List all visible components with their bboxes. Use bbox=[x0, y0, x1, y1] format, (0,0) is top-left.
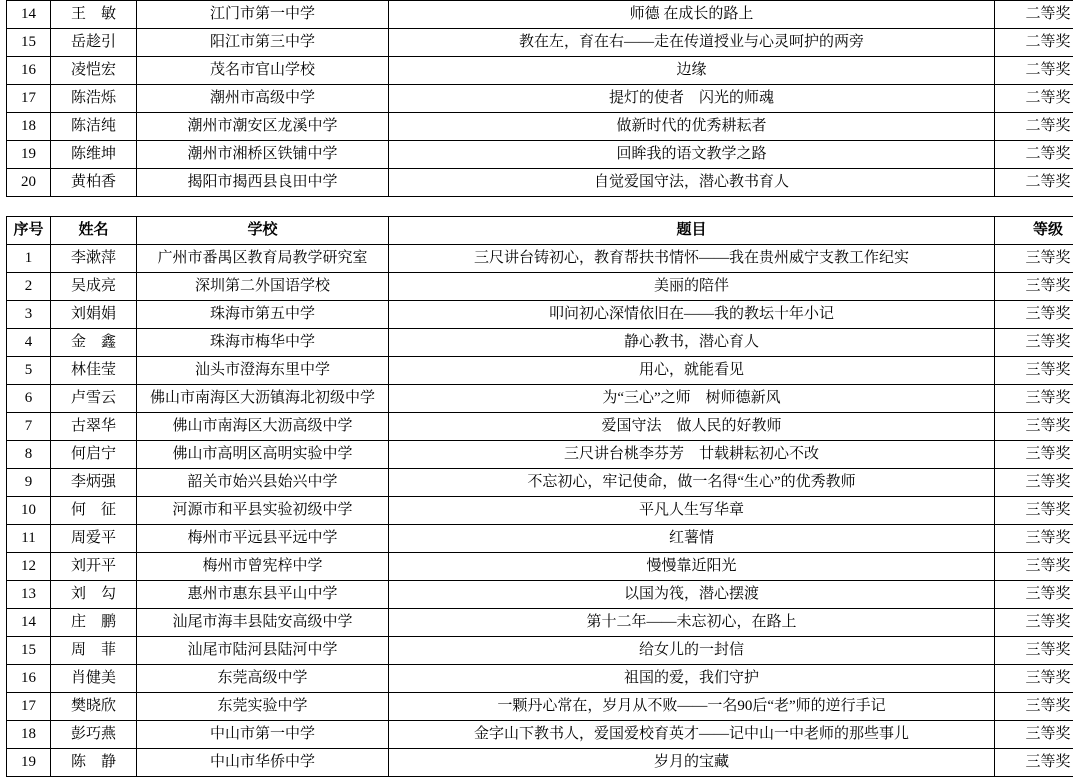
table-row bbox=[7, 169, 1073, 197]
cell-title: 金字山下教书人，爱国爱校育英才——记中山一中老师的那些事儿 bbox=[389, 721, 995, 749]
cell-level: 二等奖 bbox=[995, 29, 1073, 57]
cell-index: 17 bbox=[7, 85, 51, 113]
table-row bbox=[7, 301, 1073, 329]
cell-index: 14 bbox=[7, 609, 51, 637]
cell-name: 陈 静 bbox=[51, 749, 137, 777]
cell-level: 三等奖 bbox=[995, 665, 1073, 693]
cell-school: 梅州市平远县平远中学 bbox=[137, 525, 389, 553]
cell-school: 珠海市梅华中学 bbox=[137, 329, 389, 357]
cell-index: 6 bbox=[7, 385, 51, 413]
table-header-row bbox=[7, 217, 1073, 245]
cell-level: 二等奖 bbox=[995, 169, 1073, 197]
cell-name: 金 鑫 bbox=[51, 329, 137, 357]
cell-title: 教在左，育在右——走在传道授业与心灵呵护的两旁 bbox=[389, 29, 995, 57]
cell-name: 肖健美 bbox=[51, 665, 137, 693]
cell-name: 林佳莹 bbox=[51, 357, 137, 385]
table-row bbox=[7, 665, 1073, 693]
cell-school: 汕尾市海丰县陆安高级中学 bbox=[137, 609, 389, 637]
table-gap bbox=[6, 197, 1067, 216]
cell-name: 庄 鹏 bbox=[51, 609, 137, 637]
cell-index: 3 bbox=[7, 301, 51, 329]
cell-school: 东莞实验中学 bbox=[137, 693, 389, 721]
cell-title: 叩问初心深情依旧在——我的教坛十年小记 bbox=[389, 301, 995, 329]
cell-title: 三尺讲台铸初心，教育帮扶书情怀——我在贵州威宁支教工作纪实 bbox=[389, 245, 995, 273]
cell-level: 三等奖 bbox=[995, 497, 1073, 525]
cell-level: 三等奖 bbox=[995, 357, 1073, 385]
cell-title: 爱国守法 做人民的好教师 bbox=[389, 413, 995, 441]
cell-school: 梅州市曾宪梓中学 bbox=[137, 553, 389, 581]
cell-school: 揭阳市揭西县良田中学 bbox=[137, 169, 389, 197]
cell-index: 10 bbox=[7, 497, 51, 525]
table-row bbox=[7, 469, 1073, 497]
table-row bbox=[7, 637, 1073, 665]
cell-index: 19 bbox=[7, 749, 51, 777]
cell-school: 佛山市南海区大沥镇海北初级中学 bbox=[137, 385, 389, 413]
cell-name: 陈维坤 bbox=[51, 141, 137, 169]
table-row bbox=[7, 29, 1073, 57]
cell-title: 红薯情 bbox=[389, 525, 995, 553]
cell-school: 茂名市官山学校 bbox=[137, 57, 389, 85]
cell-level: 三等奖 bbox=[995, 553, 1073, 581]
cell-name: 陈浩烁 bbox=[51, 85, 137, 113]
cell-index: 14 bbox=[7, 1, 51, 29]
table-row bbox=[7, 581, 1073, 609]
table-row bbox=[7, 141, 1073, 169]
column-header-index: 序号 bbox=[7, 217, 51, 245]
cell-level: 二等奖 bbox=[995, 57, 1073, 85]
cell-name: 周爱平 bbox=[51, 525, 137, 553]
table-row bbox=[7, 497, 1073, 525]
table-body-second-prize bbox=[7, 1, 1073, 197]
cell-title: 一颗丹心常在，岁月从不败——一名90后“老”师的逆行手记 bbox=[389, 693, 995, 721]
cell-name: 卢雪云 bbox=[51, 385, 137, 413]
table-row bbox=[7, 329, 1073, 357]
cell-level: 三等奖 bbox=[995, 413, 1073, 441]
table-row bbox=[7, 357, 1073, 385]
table-row bbox=[7, 609, 1073, 637]
cell-name: 刘娟娟 bbox=[51, 301, 137, 329]
table-row bbox=[7, 749, 1073, 777]
cell-name: 王 敏 bbox=[51, 1, 137, 29]
cell-name: 陈洁纯 bbox=[51, 113, 137, 141]
column-header-name: 姓名 bbox=[51, 217, 137, 245]
cell-name: 李炳强 bbox=[51, 469, 137, 497]
cell-level: 三等奖 bbox=[995, 749, 1073, 777]
cell-level: 二等奖 bbox=[995, 1, 1073, 29]
cell-level: 三等奖 bbox=[995, 385, 1073, 413]
cell-index: 2 bbox=[7, 273, 51, 301]
cell-title: 慢慢靠近阳光 bbox=[389, 553, 995, 581]
cell-name: 刘 勾 bbox=[51, 581, 137, 609]
cell-index: 12 bbox=[7, 553, 51, 581]
cell-school: 佛山市高明区高明实验中学 bbox=[137, 441, 389, 469]
table-head-third-prize bbox=[7, 217, 1073, 245]
cell-index: 5 bbox=[7, 357, 51, 385]
cell-title: 师德 在成长的路上 bbox=[389, 1, 995, 29]
cell-school: 河源市和平县实验初级中学 bbox=[137, 497, 389, 525]
cell-level: 三等奖 bbox=[995, 693, 1073, 721]
cell-title: 美丽的陪伴 bbox=[389, 273, 995, 301]
cell-index: 18 bbox=[7, 721, 51, 749]
cell-name: 吴成亮 bbox=[51, 273, 137, 301]
cell-school: 韶关市始兴县始兴中学 bbox=[137, 469, 389, 497]
cell-index: 9 bbox=[7, 469, 51, 497]
cell-index: 4 bbox=[7, 329, 51, 357]
column-header-school: 学校 bbox=[137, 217, 389, 245]
cell-school: 广州市番禺区教育局教学研究室 bbox=[137, 245, 389, 273]
cell-level: 三等奖 bbox=[995, 721, 1073, 749]
cell-level: 二等奖 bbox=[995, 113, 1073, 141]
cell-name: 岳趁引 bbox=[51, 29, 137, 57]
cell-school: 潮州市湘桥区铁铺中学 bbox=[137, 141, 389, 169]
cell-title: 不忘初心，牢记使命，做一名得“生心”的优秀教师 bbox=[389, 469, 995, 497]
cell-school: 珠海市第五中学 bbox=[137, 301, 389, 329]
table-third-prize bbox=[6, 216, 1073, 777]
cell-title: 静心教书，潜心育人 bbox=[389, 329, 995, 357]
table-row bbox=[7, 85, 1073, 113]
cell-title: 给女儿的一封信 bbox=[389, 637, 995, 665]
cell-name: 刘开平 bbox=[51, 553, 137, 581]
cell-level: 三等奖 bbox=[995, 245, 1073, 273]
table-row bbox=[7, 385, 1073, 413]
cell-school: 潮州市潮安区龙溪中学 bbox=[137, 113, 389, 141]
cell-title: 回眸我的语文教学之路 bbox=[389, 141, 995, 169]
cell-title: 岁月的宝藏 bbox=[389, 749, 995, 777]
cell-name: 古翠华 bbox=[51, 413, 137, 441]
cell-level: 三等奖 bbox=[995, 329, 1073, 357]
cell-school: 阳江市第三中学 bbox=[137, 29, 389, 57]
table-row bbox=[7, 245, 1073, 273]
cell-name: 李漱萍 bbox=[51, 245, 137, 273]
table-row bbox=[7, 413, 1073, 441]
table-row bbox=[7, 441, 1073, 469]
table-row bbox=[7, 693, 1073, 721]
cell-title: 提灯的使者 闪光的师魂 bbox=[389, 85, 995, 113]
table-row bbox=[7, 273, 1073, 301]
cell-level: 三等奖 bbox=[995, 525, 1073, 553]
cell-index: 11 bbox=[7, 525, 51, 553]
cell-index: 17 bbox=[7, 693, 51, 721]
cell-school: 佛山市南海区大沥高级中学 bbox=[137, 413, 389, 441]
cell-level: 三等奖 bbox=[995, 581, 1073, 609]
cell-level: 三等奖 bbox=[995, 637, 1073, 665]
cell-index: 15 bbox=[7, 637, 51, 665]
cell-name: 何 征 bbox=[51, 497, 137, 525]
cell-name: 何启宁 bbox=[51, 441, 137, 469]
table-row bbox=[7, 1, 1073, 29]
cell-name: 彭巧燕 bbox=[51, 721, 137, 749]
cell-school: 中山市第一中学 bbox=[137, 721, 389, 749]
cell-title: 第十二年——未忘初心，在路上 bbox=[389, 609, 995, 637]
cell-title: 三尺讲台桃李芬芳 廿载耕耘初心不改 bbox=[389, 441, 995, 469]
cell-name: 凌恺宏 bbox=[51, 57, 137, 85]
cell-level: 三等奖 bbox=[995, 301, 1073, 329]
cell-level: 二等奖 bbox=[995, 85, 1073, 113]
table-second-prize-continued bbox=[6, 0, 1073, 197]
cell-title: 平凡人生写华章 bbox=[389, 497, 995, 525]
table-row bbox=[7, 553, 1073, 581]
cell-school: 江门市第一中学 bbox=[137, 1, 389, 29]
cell-index: 18 bbox=[7, 113, 51, 141]
cell-title: 自觉爱国守法，潜心教书育人 bbox=[389, 169, 995, 197]
table-row bbox=[7, 57, 1073, 85]
cell-school: 东莞高级中学 bbox=[137, 665, 389, 693]
cell-level: 三等奖 bbox=[995, 441, 1073, 469]
cell-level: 三等奖 bbox=[995, 273, 1073, 301]
cell-index: 13 bbox=[7, 581, 51, 609]
cell-level: 三等奖 bbox=[995, 609, 1073, 637]
cell-school: 惠州市惠东县平山中学 bbox=[137, 581, 389, 609]
cell-school: 中山市华侨中学 bbox=[137, 749, 389, 777]
cell-index: 19 bbox=[7, 141, 51, 169]
cell-name: 樊晓欣 bbox=[51, 693, 137, 721]
table-row bbox=[7, 113, 1073, 141]
cell-index: 7 bbox=[7, 413, 51, 441]
cell-index: 8 bbox=[7, 441, 51, 469]
column-header-level: 等级 bbox=[995, 217, 1073, 245]
cell-school: 潮州市高级中学 bbox=[137, 85, 389, 113]
cell-title: 边缘 bbox=[389, 57, 995, 85]
cell-title: 做新时代的优秀耕耘者 bbox=[389, 113, 995, 141]
cell-name: 周 菲 bbox=[51, 637, 137, 665]
cell-title: 用心，就能看见 bbox=[389, 357, 995, 385]
cell-title: 以国为筏，潜心摆渡 bbox=[389, 581, 995, 609]
cell-level: 二等奖 bbox=[995, 141, 1073, 169]
cell-school: 汕头市澄海东里中学 bbox=[137, 357, 389, 385]
cell-index: 20 bbox=[7, 169, 51, 197]
cell-title: 为“三心”之师 树师德新风 bbox=[389, 385, 995, 413]
cell-name: 黄柏香 bbox=[51, 169, 137, 197]
cell-level: 三等奖 bbox=[995, 469, 1073, 497]
table-row bbox=[7, 721, 1073, 749]
cell-index: 15 bbox=[7, 29, 51, 57]
cell-index: 16 bbox=[7, 665, 51, 693]
column-header-title: 题目 bbox=[389, 217, 995, 245]
cell-school: 汕尾市陆河县陆河中学 bbox=[137, 637, 389, 665]
cell-index: 16 bbox=[7, 57, 51, 85]
table-row bbox=[7, 525, 1073, 553]
cell-index: 1 bbox=[7, 245, 51, 273]
table-body-third-prize bbox=[7, 245, 1073, 777]
cell-school: 深圳第二外国语学校 bbox=[137, 273, 389, 301]
cell-title: 祖国的爱，我们守护 bbox=[389, 665, 995, 693]
